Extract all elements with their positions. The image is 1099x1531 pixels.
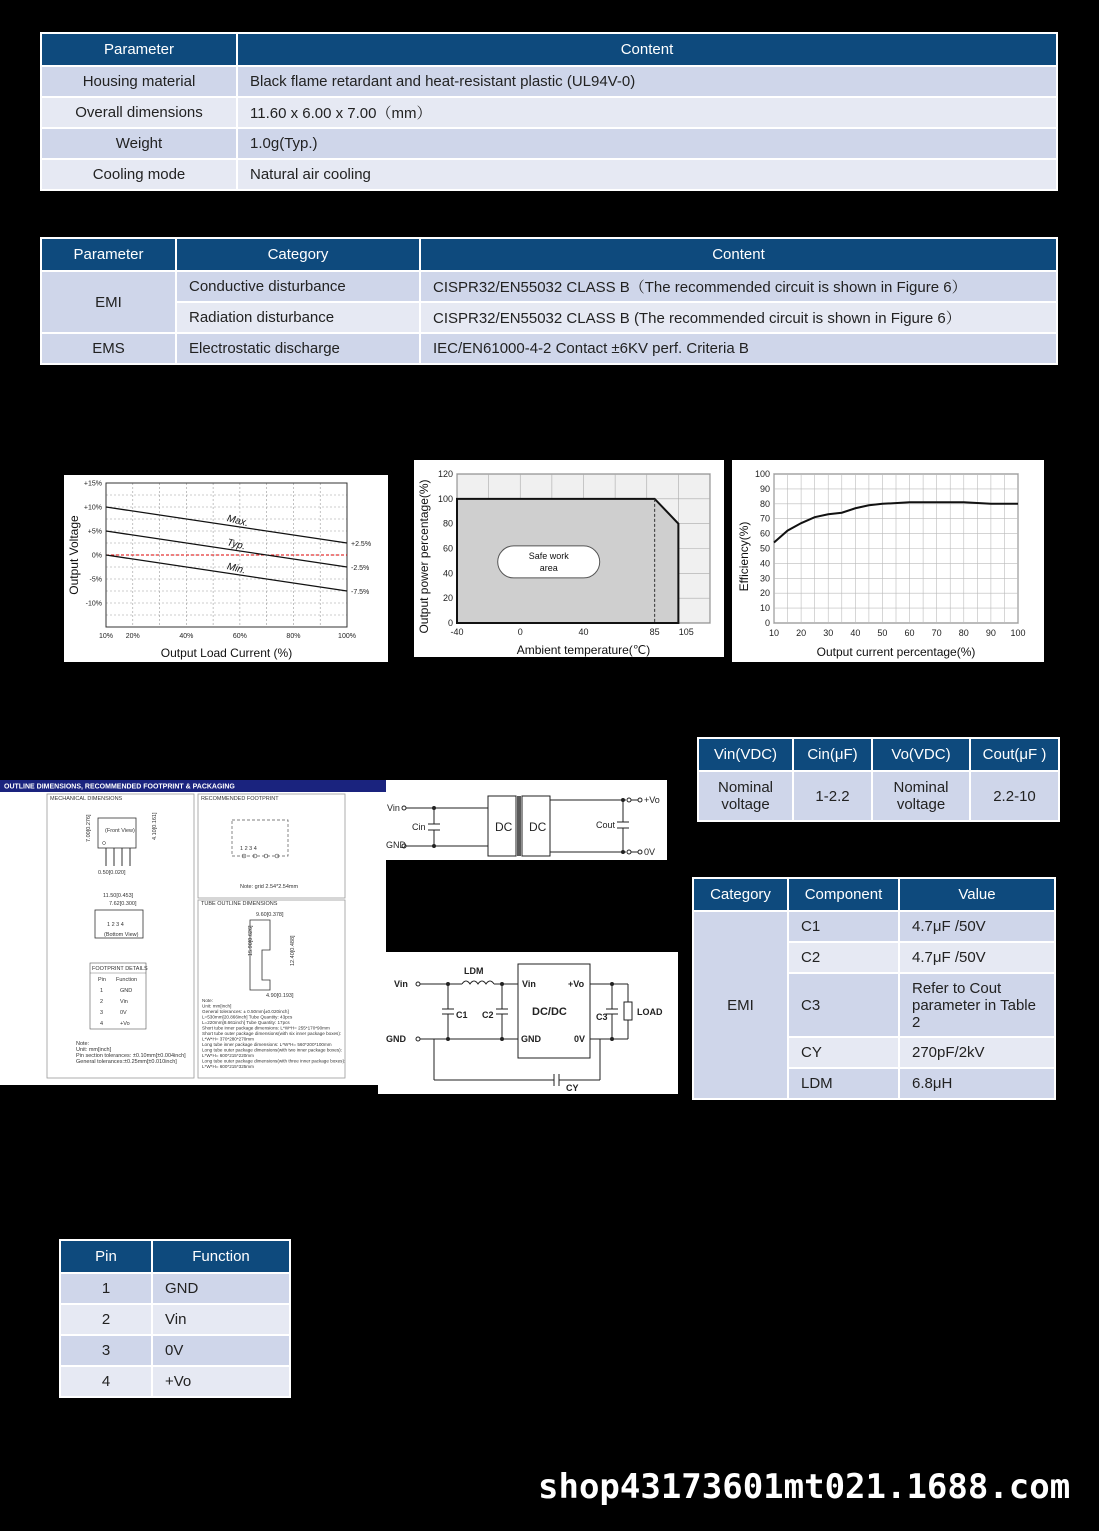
y-axis-label: Output Voltage xyxy=(67,515,81,595)
capacitor-table xyxy=(697,737,1060,822)
table-row xyxy=(60,1366,290,1397)
bottom-view-label: (Bottom View) xyxy=(104,932,139,938)
table-row xyxy=(41,97,1057,128)
note-line: Short tube inner package dimensions: L*W*H= 255*170*90mm xyxy=(202,1025,330,1031)
col-header: Component xyxy=(788,878,899,911)
table-row xyxy=(60,1304,290,1335)
y-tick-label: -10% xyxy=(85,600,102,608)
cell: 270pF/2kV xyxy=(899,1037,1055,1068)
gnd-label: GND xyxy=(386,840,406,850)
cell: +Vo xyxy=(152,1366,290,1397)
y-tick-label: 100 xyxy=(437,493,453,504)
fp-cell: 3 xyxy=(100,1010,104,1016)
outline-svg xyxy=(0,780,386,1085)
x-tick-label: 80 xyxy=(958,628,969,638)
cell: GND xyxy=(152,1273,290,1304)
note-line: L*W*H= 600*215*325mm xyxy=(202,1064,254,1069)
y-tick-label: 0% xyxy=(91,552,102,560)
vin-label: Vin xyxy=(394,979,408,989)
cell: Conductive disturbance xyxy=(176,271,420,302)
shop-watermark: shop43173601mt021.1688.com xyxy=(538,1467,1071,1507)
dim-label: 4.90[0.193] xyxy=(266,993,294,999)
x-tick-label: 105 xyxy=(678,627,694,637)
cell: C3 xyxy=(788,973,899,1037)
cell: Natural air cooling xyxy=(237,159,1057,190)
vo-label: +Vo xyxy=(644,795,660,805)
note-line: General tolerances:±0.25mm[±0.010inch] xyxy=(76,1059,177,1065)
col-header: Parameter xyxy=(41,238,176,271)
y-tick-label: 120 xyxy=(437,469,453,479)
cell: 11.60 x 6.00 x 7.00（mm） xyxy=(237,97,1057,128)
table-row xyxy=(41,333,1057,364)
x-tick-label: 40 xyxy=(578,627,589,637)
y-axis-label: Output power percentage(%) xyxy=(417,479,431,634)
emi-category-cell: EMI xyxy=(693,911,788,1099)
x-tick-label: 50 xyxy=(877,628,888,638)
dim-label: 7.00[0.276] xyxy=(86,814,92,842)
derating-chart xyxy=(414,460,724,657)
col-header: Content xyxy=(420,238,1057,271)
end-value-label: -2.5% xyxy=(351,565,370,572)
table-row xyxy=(60,1335,290,1366)
x-tick-label: 10 xyxy=(768,628,780,638)
x-tick-label: 20% xyxy=(125,633,140,640)
dim-label: 0.50[0.020] xyxy=(98,870,126,876)
load-resistor xyxy=(624,1002,632,1020)
pin-table xyxy=(59,1239,291,1398)
col-header: Function xyxy=(152,1240,290,1273)
series-line-typ xyxy=(106,531,347,567)
tube-notes xyxy=(202,998,345,1069)
note-line: Note: xyxy=(76,1041,90,1047)
table-row xyxy=(41,159,1057,190)
col-header: Vo(VDC) xyxy=(872,738,970,771)
y-tick-label: +15% xyxy=(83,480,102,488)
cell: 1.0g(Typ.) xyxy=(237,128,1057,159)
x-tick-label: 40 xyxy=(850,628,861,638)
dc-label-1: DC xyxy=(495,820,513,834)
cell: 1 xyxy=(60,1273,152,1304)
dc-label-2: DC xyxy=(529,820,547,834)
cell: 2.2-10 xyxy=(970,771,1059,821)
dim-label: 9.60[0.378] xyxy=(256,912,284,918)
cell: C2 xyxy=(788,942,899,973)
series-line-max xyxy=(106,507,347,543)
cell: LDM xyxy=(788,1068,899,1099)
y-tick-label: 40 xyxy=(759,558,770,569)
dim-label: 12.40[0.488] xyxy=(290,935,296,966)
ldm-label: LDM xyxy=(464,966,484,976)
note-line: Long tube outer package dimensions(with two inner package boxes): xyxy=(202,1047,342,1053)
cell: Nominal voltage xyxy=(872,771,970,821)
dim-label: 15.90[0.626] xyxy=(248,925,254,956)
cell: Electrostatic discharge xyxy=(176,333,420,364)
vin-label: Vin xyxy=(387,803,400,813)
y-tick-label: 20 xyxy=(759,588,770,599)
cin-label: Cin xyxy=(412,822,426,832)
note-line: L*W*H= 600*215*220mm xyxy=(202,1053,254,1058)
outline-drawing xyxy=(0,780,386,1085)
series-label: Typ. xyxy=(225,537,247,553)
col-header: Value xyxy=(899,878,1055,911)
cell: Overall dimensions xyxy=(41,97,237,128)
x-tick-label: -40 xyxy=(450,627,464,637)
cell: 3 xyxy=(60,1335,152,1366)
note-line: Unit: mm[inch] xyxy=(202,1003,232,1009)
emi-component-table xyxy=(692,877,1056,1100)
note-line: Note: xyxy=(202,998,213,1003)
y-tick-label: 80 xyxy=(442,518,453,529)
pin-gnd-label: GND xyxy=(521,1034,541,1044)
y-tick-label: 90 xyxy=(759,483,770,494)
note-line: Pin section tolerances: ±0.10mm[±0.004inch] xyxy=(76,1053,186,1059)
safe-area-label: Safe work xyxy=(528,550,569,561)
x-tick-label: 100 xyxy=(1010,628,1026,638)
efficiency-chart xyxy=(732,460,1044,662)
table-row xyxy=(698,771,1059,821)
cell: CY xyxy=(788,1037,899,1068)
y-tick-label: 50 xyxy=(759,543,770,554)
load-label: LOAD xyxy=(637,1007,663,1017)
cell: 2 xyxy=(60,1304,152,1335)
emi-cell: EMI xyxy=(41,271,176,333)
dcdc-label: DC/DC xyxy=(532,1006,567,1018)
emc-circuit xyxy=(378,952,678,1094)
col-header: Vin(VDC) xyxy=(698,738,793,771)
fp-cell: 1 xyxy=(100,988,104,994)
front-view-label: (Front View) xyxy=(105,828,135,834)
note-line: L*W*H= 370*280*270mm xyxy=(202,1036,254,1042)
end-value-label: -7.5% xyxy=(351,589,370,596)
x-tick-label: 80% xyxy=(286,633,301,640)
cell: Radiation disturbance xyxy=(176,302,420,333)
fp-cell: GND xyxy=(120,988,133,994)
note-line: General tolerances: ± 0.50mm[±0.020inch] xyxy=(202,1009,289,1014)
cell: IEC/EN61000-4-2 Contact ±6KV perf. Criteria B xyxy=(420,333,1057,364)
pitch-note: Note: grid 2.54*2.54mm xyxy=(240,884,299,890)
tube-label: TUBE OUTLINE DIMENSIONS xyxy=(201,901,278,907)
pin-details-label: FOOTPRINT DETAILS xyxy=(92,966,148,972)
emc-spec-table xyxy=(40,237,1058,365)
y-tick-label: 10 xyxy=(759,603,770,614)
x-tick-label: 20 xyxy=(796,628,807,638)
y-tick-label: -5% xyxy=(89,576,102,584)
fp-cell: +Vo xyxy=(120,1021,130,1027)
end-value-label: +2.5% xyxy=(351,541,372,548)
cell: Refer to Cout parameter in Table 2 xyxy=(899,973,1055,1037)
y-tick-label: 0 xyxy=(447,618,453,628)
pin-vin-label: Vin xyxy=(522,979,536,989)
col-header: Category xyxy=(176,238,420,271)
y-tick-label: 40 xyxy=(442,568,453,579)
c2-label: C2 xyxy=(482,1010,494,1020)
x-tick-label: 90 xyxy=(985,628,996,638)
cell: Vin xyxy=(152,1304,290,1335)
svg-text:1 2 3 4: 1 2 3 4 xyxy=(107,922,124,928)
voltage-tolerance-chart xyxy=(64,475,388,662)
fp-cell: 2 xyxy=(100,999,104,1005)
cell: 0V xyxy=(152,1335,290,1366)
chart3-svg xyxy=(732,460,1044,662)
cell: 1-2.2 xyxy=(793,771,872,821)
physical-spec-table xyxy=(40,32,1058,191)
y-tick-label: 20 xyxy=(442,593,453,604)
cell: 4 xyxy=(60,1366,152,1397)
cy-label: CY xyxy=(566,1083,579,1093)
fp-header: Function xyxy=(116,977,138,983)
y-tick-label: +10% xyxy=(83,504,102,512)
y-tick-label: 80 xyxy=(759,498,770,509)
series-line-min xyxy=(106,555,347,591)
col-header: Cin(μF) xyxy=(793,738,872,771)
footprint-label: RECOMMENDED FOOTPRINT xyxy=(201,796,279,802)
series-label: Max. xyxy=(225,513,250,530)
dim-label: 11.50[0.453] xyxy=(103,893,134,899)
col-header: Cout(μF ) xyxy=(970,738,1059,771)
cell: C1 xyxy=(788,911,899,942)
x-tick-label: 100% xyxy=(338,633,356,640)
y-tick-label: 60 xyxy=(442,543,453,554)
col-header: Content xyxy=(237,33,1057,66)
cell: Housing material xyxy=(41,66,237,97)
chart2-svg xyxy=(414,460,724,657)
cell: 4.7μF /50V xyxy=(899,911,1055,942)
x-tick-label: 40% xyxy=(179,633,194,640)
table-row xyxy=(60,1273,290,1304)
cell: Nominal voltage xyxy=(698,771,793,821)
safe-area-label: area xyxy=(539,562,558,573)
table-row xyxy=(41,271,1057,302)
x-tick-label: 10% xyxy=(98,633,114,640)
y-axis-label: Efficiency(%) xyxy=(737,521,751,592)
svg-text:1 2 3 4: 1 2 3 4 xyxy=(240,846,257,852)
y-tick-label: 70 xyxy=(759,513,770,524)
ov-label: 0V xyxy=(644,847,656,857)
dim-label: 7.62[0.300] xyxy=(109,901,137,907)
gnd-label: GND xyxy=(386,1034,406,1044)
x-tick-label: 70 xyxy=(931,628,942,638)
circuit1-svg xyxy=(386,780,667,860)
y-tick-label: 0 xyxy=(764,618,770,628)
cell: CISPR32/EN55032 CLASS B (The recommended circuit is shown in Figure 6） xyxy=(420,302,1057,333)
x-tick-label: 30 xyxy=(823,628,834,638)
dim-label: 4.10[0.161] xyxy=(152,812,158,840)
x-tick-label: 0 xyxy=(517,627,523,637)
pin-ov-label: 0V xyxy=(574,1034,586,1044)
c3-label: C3 xyxy=(596,1012,608,1022)
col-header: Pin xyxy=(60,1240,152,1273)
table-row xyxy=(41,66,1057,97)
y-tick-label: +5% xyxy=(87,528,102,536)
y-tick-label: 30 xyxy=(759,573,770,584)
cell: Weight xyxy=(41,128,237,159)
note-line: Long tube inner package dimensions: L*W*H= 560*200*100mm xyxy=(202,1042,332,1047)
cell: 4.7μF /50V xyxy=(899,942,1055,973)
mech-label: MECHANICAL DIMENSIONS xyxy=(50,796,123,802)
x-axis-label: Output Load Current (%) xyxy=(160,646,293,660)
note-line: L=530mm[20.866inch] Tube Quantity: 43pcs xyxy=(202,1014,293,1020)
typical-circuit xyxy=(386,780,667,860)
circuit2-svg xyxy=(378,952,678,1094)
fp-cell: 4 xyxy=(100,1021,104,1027)
ems-cell: EMS xyxy=(41,333,176,364)
col-header: Category xyxy=(693,878,788,911)
x-tick-label: 60% xyxy=(232,633,247,640)
y-tick-label: 60 xyxy=(759,528,770,539)
note-line: L=220mm[8.661inch] Tube Quantity: 17pcs xyxy=(202,1020,290,1025)
table-row xyxy=(41,302,1057,333)
cell: Black flame retardant and heat-resistant plastic (UL94V-0) xyxy=(237,66,1057,97)
series-label: Min. xyxy=(225,561,247,577)
cell: 6.8μH xyxy=(899,1068,1055,1099)
cell: CISPR32/EN55032 CLASS B（The recommended circuit is shown in Figure 6） xyxy=(420,271,1057,302)
fp-cell: Vin xyxy=(120,999,128,1005)
x-tick-label: 60 xyxy=(904,628,915,638)
fp-header: Pin xyxy=(98,977,106,983)
cout-label: Cout xyxy=(596,820,616,830)
note-line: Unit: mm[inch] xyxy=(76,1047,112,1053)
chart1-svg xyxy=(64,475,388,662)
x-axis-label: Output current percentage(%) xyxy=(816,645,976,659)
note-line: Short tube outer package dimensions(with six inner package boxes): xyxy=(202,1031,342,1036)
y-tick-label: 100 xyxy=(754,469,770,479)
cell: Cooling mode xyxy=(41,159,237,190)
outline-title: OUTLINE DIMENSIONS, RECOMMENDED FOOTPRINT & PACKAGING xyxy=(4,783,235,791)
x-axis-label: Ambient temperature(℃) xyxy=(516,643,651,657)
pin-vo-label: +Vo xyxy=(568,979,585,989)
x-tick-label: 85 xyxy=(649,627,660,637)
note-line: Long tube outer package dimensions(with three inner package boxes): xyxy=(202,1058,346,1064)
table-row xyxy=(41,128,1057,159)
fp-cell: 0V xyxy=(120,1010,127,1016)
table-row xyxy=(693,911,1055,942)
col-header: Parameter xyxy=(41,33,237,66)
c1-label: C1 xyxy=(456,1010,468,1020)
